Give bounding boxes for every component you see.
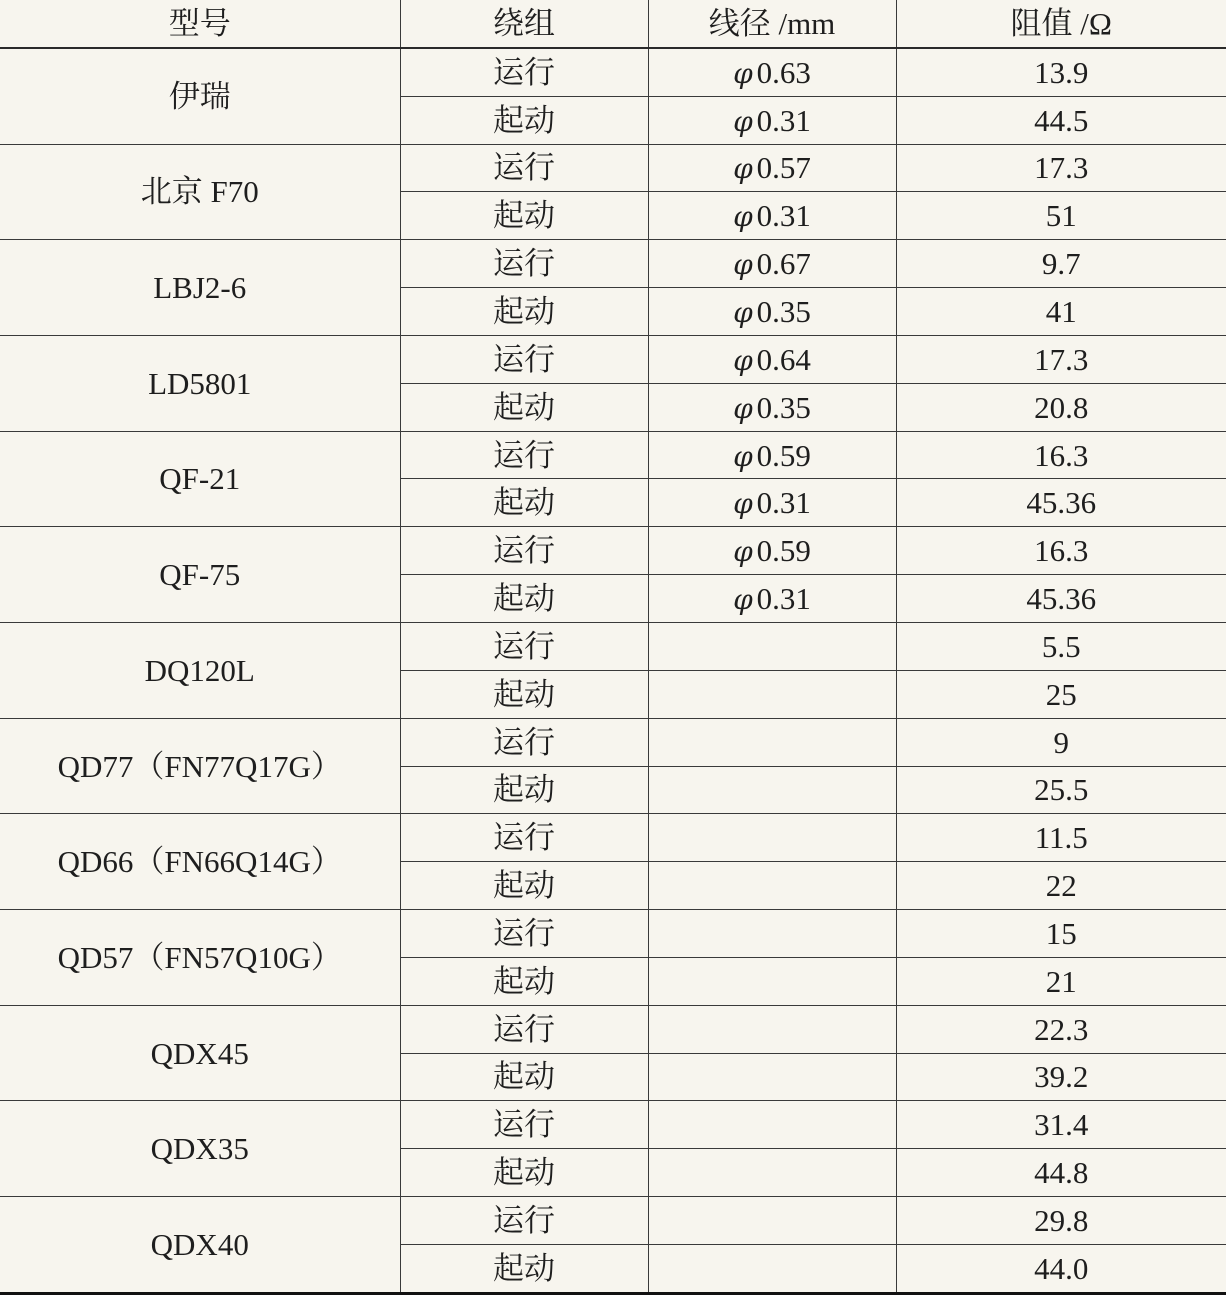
table-row [0,1101,1226,1149]
resistance-cell: 41 [896,288,1226,336]
table-row [0,48,1226,96]
model-cell [0,1101,400,1197]
table-row [0,910,1226,958]
wire-diameter-cell [648,96,896,144]
wire-diameter-value: 0.64 [756,341,811,377]
winding-cell: 起动 [400,192,648,240]
wire-diameter-cell [648,862,896,910]
model-name: QDX35 [150,1131,249,1167]
resistance-cell: 39.2 [896,1053,1226,1101]
wire-diameter-cell [648,288,896,336]
phi-symbol: φ [733,583,753,617]
wire-diameter-cell [648,144,896,192]
winding-cell: 运行 [400,1005,648,1053]
phi-symbol: φ [733,487,753,521]
wire-diameter-value: 0.59 [756,437,811,473]
wire-diameter-cell [648,383,896,431]
model-name: QF-75 [159,557,241,593]
model-cell [0,240,400,336]
phi-symbol: φ [733,439,753,473]
wire-diameter-value: 0.31 [756,198,811,234]
winding-cell: 起动 [400,383,648,431]
winding-cell: 起动 [400,670,648,718]
wire-diameter-cell [648,575,896,623]
winding-cell: 运行 [400,622,648,670]
resistance-cell: 16.3 [896,527,1226,575]
wire-diameter-value: 0.31 [756,485,811,521]
winding-cell: 运行 [400,527,648,575]
resistance-cell: 16.3 [896,431,1226,479]
model-cell [0,1005,400,1101]
header-model: 型号 [0,0,400,48]
winding-cell: 起动 [400,862,648,910]
model-name: QD66（FN66Q14G） [57,844,342,880]
model-cell [0,814,400,910]
wire-diameter-cell [648,1149,896,1197]
resistance-cell: 15 [896,910,1226,958]
resistance-cell: 17.3 [896,144,1226,192]
winding-cell: 起动 [400,1244,648,1293]
wire-diameter-cell [648,1053,896,1101]
resistance-cell: 45.36 [896,479,1226,527]
wire-diameter-value: 0.35 [756,293,811,329]
wire-diameter-cell [648,814,896,862]
wire-diameter-cell [648,1197,896,1245]
phi-symbol: φ [733,248,753,282]
winding-cell: 运行 [400,144,648,192]
model-name: LD5801 [148,365,252,401]
resistance-cell: 51 [896,192,1226,240]
wire-diameter-cell [648,1244,896,1293]
winding-cell: 起动 [400,575,648,623]
winding-cell: 运行 [400,48,648,96]
header-row [0,0,1226,48]
model-name: 伊瑞 [168,78,231,114]
phi-symbol: φ [733,343,753,377]
winding-cell: 运行 [400,814,648,862]
resistance-cell: 44.8 [896,1149,1226,1197]
model-cell [0,910,400,1006]
phi-symbol: φ [733,56,753,90]
model-cell [0,335,400,431]
winding-cell: 起动 [400,96,648,144]
model-cell [0,718,400,814]
wire-diameter-value: 0.59 [756,533,811,569]
phi-symbol: φ [733,200,753,234]
winding-cell: 运行 [400,431,648,479]
resistance-cell: 17.3 [896,335,1226,383]
wire-diameter-value: 0.31 [756,581,811,617]
winding-cell: 起动 [400,479,648,527]
table-row [0,814,1226,862]
resistance-cell: 44.0 [896,1244,1226,1293]
winding-cell: 起动 [400,1053,648,1101]
winding-cell: 运行 [400,1101,648,1149]
winding-cell: 运行 [400,910,648,958]
resistance-cell: 9.7 [896,240,1226,288]
model-name: QF-21 [159,461,241,497]
resistance-cell: 9 [896,718,1226,766]
resistance-cell: 31.4 [896,1101,1226,1149]
table-row [0,240,1226,288]
wire-diameter-cell [648,431,896,479]
resistance-cell: 25.5 [896,766,1226,814]
wire-diameter-cell [648,48,896,96]
resistance-cell: 20.8 [896,383,1226,431]
model-name: QDX40 [150,1226,249,1262]
model-cell [0,527,400,623]
table-header [0,0,1226,48]
table-row [0,718,1226,766]
wire-diameter-cell [648,335,896,383]
wire-diameter-cell [648,766,896,814]
model-name: QDX45 [150,1035,249,1071]
resistance-cell: 44.5 [896,96,1226,144]
winding-cell: 运行 [400,718,648,766]
resistance-cell: 11.5 [896,814,1226,862]
resistance-cell: 22 [896,862,1226,910]
model-name: LBJ2-6 [153,270,247,306]
winding-cell: 起动 [400,288,648,336]
resistance-cell: 45.36 [896,575,1226,623]
winding-cell: 起动 [400,1149,648,1197]
model-cell [0,431,400,527]
wire-diameter-cell [648,240,896,288]
wire-diameter-cell [648,622,896,670]
winding-cell: 运行 [400,1197,648,1245]
resistance-cell: 21 [896,957,1226,1005]
table-row [0,1197,1226,1245]
winding-cell: 起动 [400,957,648,1005]
model-name: QD57（FN57Q10G） [57,939,342,975]
phi-symbol: φ [733,295,753,329]
wire-diameter-value: 0.57 [756,150,811,186]
phi-symbol: φ [733,152,753,186]
winding-cell: 起动 [400,766,648,814]
winding-cell: 运行 [400,335,648,383]
phi-symbol: φ [733,104,753,138]
table-row [0,527,1226,575]
wire-diameter-cell [648,1101,896,1149]
wire-diameter-cell [648,718,896,766]
wire-diameter-value: 0.31 [756,102,811,138]
resistance-cell: 5.5 [896,622,1226,670]
table-body [0,48,1226,1293]
header-wire-diameter: 线径 /mm [648,0,896,48]
table-row [0,144,1226,192]
wire-diameter-value: 0.35 [756,389,811,425]
model-cell [0,144,400,240]
wire-diameter-cell [648,957,896,1005]
resistance-cell: 29.8 [896,1197,1226,1245]
model-name: QD77（FN77Q17G） [57,748,342,784]
model-cell [0,1197,400,1294]
wire-diameter-cell [648,479,896,527]
model-name: DQ120L [144,652,255,688]
resistance-cell: 22.3 [896,1005,1226,1053]
table-row [0,1005,1226,1053]
winding-cell: 运行 [400,240,648,288]
phi-symbol: φ [733,535,753,569]
resistance-cell: 25 [896,670,1226,718]
model-cell [0,622,400,718]
wire-diameter-cell [648,1005,896,1053]
wire-diameter-cell [648,527,896,575]
model-cell [0,48,400,144]
table-row [0,622,1226,670]
phi-symbol: φ [733,391,753,425]
wire-diameter-cell [648,670,896,718]
header-resistance: 阻值 /Ω [896,0,1226,48]
table-row [0,335,1226,383]
wire-diameter-value: 0.63 [756,54,811,90]
wire-diameter-cell [648,910,896,958]
wire-diameter-value: 0.67 [756,246,811,282]
wire-diameter-cell [648,192,896,240]
model-name: 北京 F70 [140,174,259,210]
table-row [0,431,1226,479]
header-winding: 绕组 [400,0,648,48]
resistance-cell: 13.9 [896,48,1226,96]
